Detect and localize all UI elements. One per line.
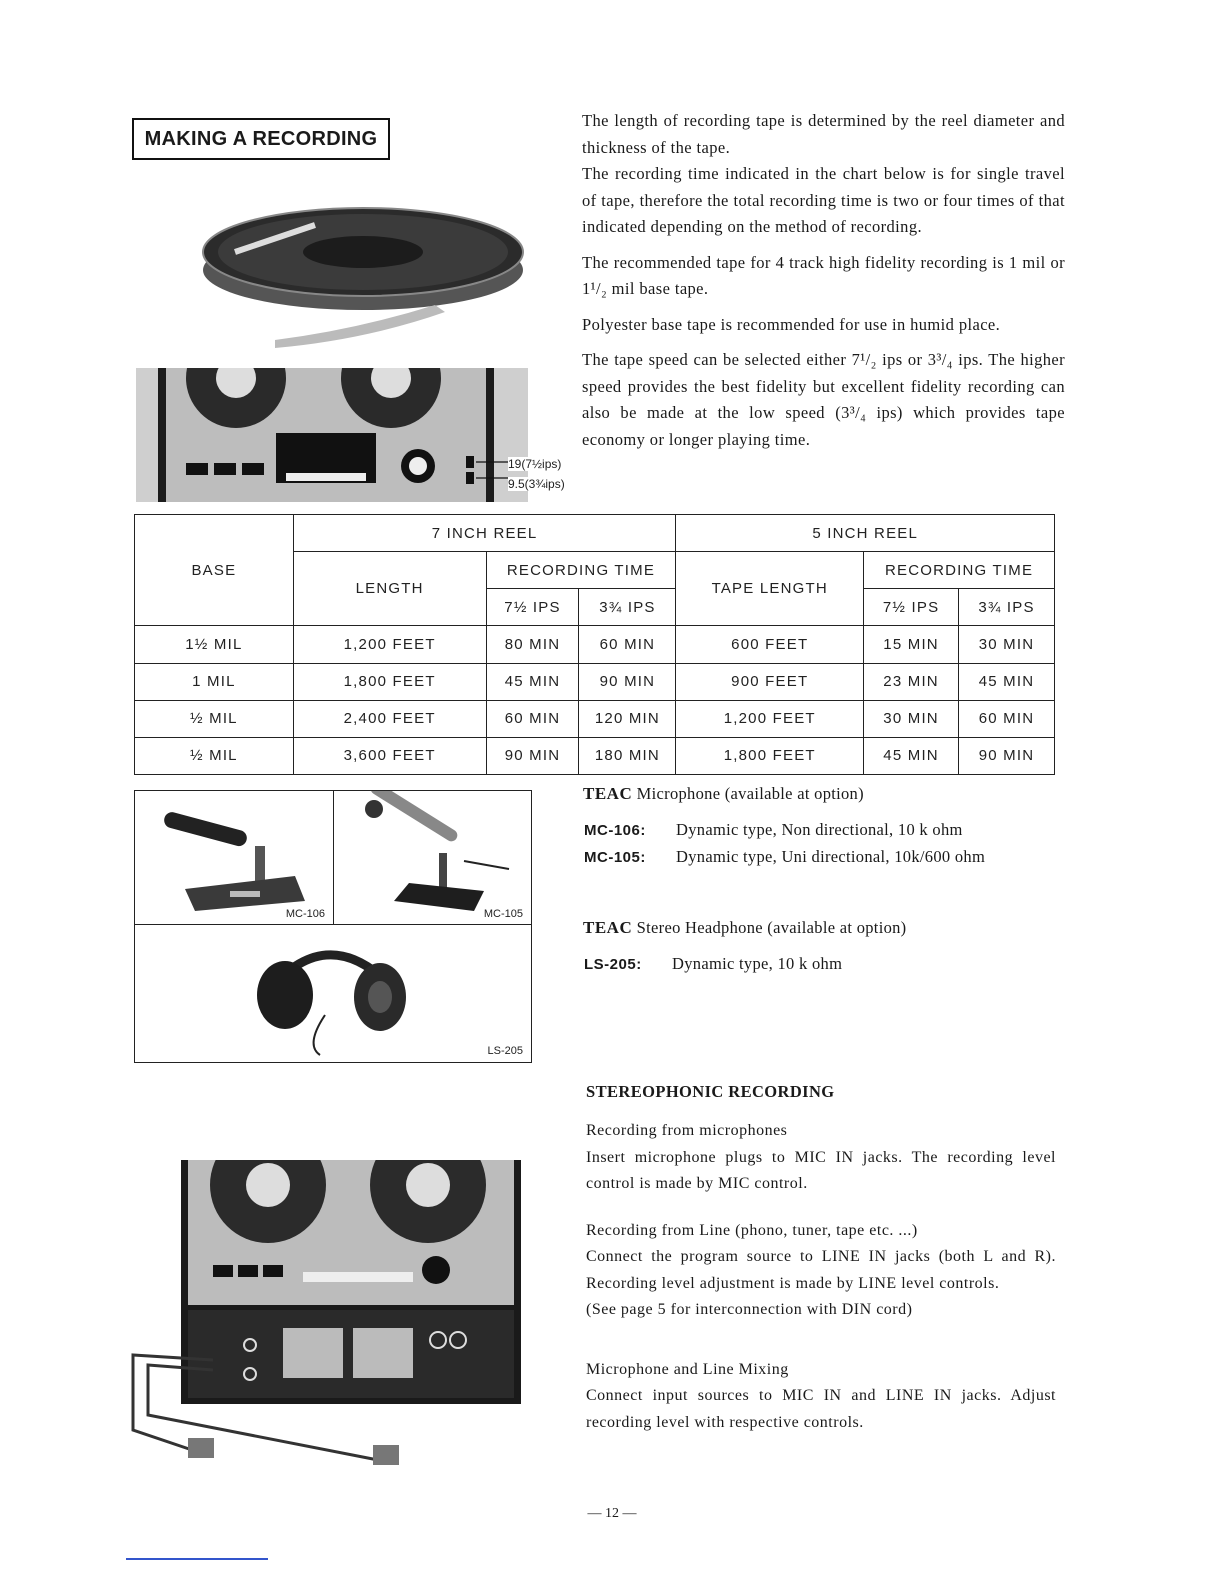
mc105-spec [584,847,985,867]
cell-time-7-fast: 80 MIN [486,626,579,663]
stereo-section [586,1082,1056,1436]
tape-reel-photo [195,180,535,365]
cell-time-7-slow: 90 MIN [579,663,676,700]
header-5-inch-reel: 5 INCH REEL [676,515,1055,552]
ls205-description: Dynamic type, 10 k ohm [672,954,843,973]
table-row [135,700,1055,737]
cell-length-5: 600 FEET [676,626,864,663]
mc105-photo-panel [334,791,531,925]
cell-length-7: 3,600 FEET [293,737,486,774]
deck-connection-photo [128,1160,528,1490]
mic-recording-title: Recording from microphones [586,1122,788,1139]
cell-time-7-slow: 120 MIN [579,700,676,737]
microphone-option-line [583,784,864,804]
cell-time-5-fast: 45 MIN [864,737,959,774]
line-recording-note: (See page 5 for interconnection with DIN cord) [586,1301,913,1318]
mc106-caption: MC-106 [285,908,325,920]
ls205-headphone-image [135,925,531,1061]
stereo-heading: STEREOPHONIC RECORDING [586,1082,835,1101]
line-recording-body: Connect the program source to LINE IN jacks (both L and R). Recording level adjustment is made by LINE level controls. [586,1248,1056,1292]
recording-time-table [134,514,1055,775]
teac-brand: TEAC [583,784,633,803]
cell-length-5: 1,200 FEET [676,700,864,737]
cell-time-5-slow: 30 MIN [959,626,1055,663]
headphone-option-text: Stereo Headphone (available at option) [636,918,907,937]
header-ips-3-75: 3¾ IPS [579,589,676,626]
ls205-model: LS-205: [584,956,642,973]
intro-para-3: The recommended tape for 4 track high fidelity recording is 1 mil or 1¹/₂ mil base tape. [582,252,1065,298]
header-length: LENGTH [293,552,486,626]
page-number: — 12 — [587,1506,637,1521]
intro-para-1: The length of recording tape is determined by the reel diameter and thickness of the tape. [582,111,1065,157]
header-ips-7-5: 7½ IPS [486,589,579,626]
mc105-microphone-image [334,791,531,923]
cell-time-7-slow: 180 MIN [579,737,676,774]
mc105-model: MC-105: [584,849,646,866]
intro-text [582,108,1065,453]
header-recording-time-7: RECORDING TIME [486,552,676,589]
cell-time-5-slow: 60 MIN [959,700,1055,737]
cell-time-5-fast: 30 MIN [864,700,959,737]
mixing-body: Connect input sources to MIC IN and LINE IN jacks. Adjust recording level with respective controls. [586,1387,1056,1431]
cell-length-5: 1,800 FEET [676,737,864,774]
mc105-description: Dynamic type, Uni directional, 10k/600 ohm [676,847,986,866]
teac-brand: TEAC [583,918,633,937]
accessories-photo-grid [134,790,532,1063]
cell-length-7: 1,800 FEET [293,663,486,700]
cell-base: 1½ MIL [135,626,294,663]
table-row [135,626,1055,663]
cell-time-7-fast: 60 MIN [486,700,579,737]
cell-time-5-slow: 45 MIN [959,663,1055,700]
cell-time-7-fast: 45 MIN [486,663,579,700]
microphone-option-text: Microphone (available at option) [636,784,864,803]
line-recording-title: Recording from Line (phono, tuner, tape etc. ...) [586,1221,918,1239]
headphone-option-line [583,918,906,938]
mc106-spec [584,820,963,840]
mc105-caption: MC-105 [483,908,523,920]
cell-base: ½ MIL [135,737,294,774]
header-recording-time-5: RECORDING TIME [864,552,1055,589]
cell-time-7-fast: 90 MIN [486,737,579,774]
ls205-photo-panel [135,925,531,1061]
table-row [135,737,1055,774]
tape-deck-photo [136,368,528,502]
cell-time-7-slow: 60 MIN [579,626,676,663]
cell-time-5-fast: 23 MIN [864,663,959,700]
intro-para-2: The recording time indicated in the chart below is for single travel of tape, therefore the total recording time is two or four times of that indicated depending on the method of recording. [582,164,1065,236]
mc106-microphone-image [135,791,332,923]
mc106-photo-panel [135,791,334,925]
mc106-model: MC-106: [584,822,646,839]
speed-label-high: 19(7½ips) [508,457,562,471]
header-ips-3-75: 3¾ IPS [959,589,1055,626]
cell-time-5-slow: 90 MIN [959,737,1055,774]
speed-label-low: 9.5(3¾ips) [508,477,565,491]
header-ips-7-5: 7½ IPS [864,589,959,626]
cell-time-5-fast: 15 MIN [864,626,959,663]
mixing-title: Microphone and Line Mixing [586,1360,789,1378]
table-row [135,663,1055,700]
header-tape-length: TAPE LENGTH [676,552,864,626]
header-7-inch-reel: 7 INCH REEL [293,515,676,552]
cell-base: 1 MIL [135,663,294,700]
mc106-description: Dynamic type, Non directional, 10 k ohm [676,820,963,839]
header-base: BASE [135,515,294,626]
cell-length-7: 2,400 FEET [293,700,486,737]
intro-para-4: Polyester base tape is recommended for use in humid place. [582,314,1001,334]
ls205-spec [584,954,842,974]
intro-para-5: The tape speed can be selected either 7¹/₂ ips or 3³/₄ ips. The higher speed provides the best fidelity but excellent fidelity recording can also be made at the low speed (3³/₄ ips) which provides tape economy or longer playing time. [582,350,1065,449]
ls205-caption: LS-205 [487,1045,523,1057]
bottom-rule [126,1558,268,1560]
section-title: MAKING A RECORDING [132,118,390,160]
cell-base: ½ MIL [135,700,294,737]
cell-length-7: 1,200 FEET [293,626,486,663]
mic-recording-body: Insert microphone plugs to MIC IN jacks. The recording level control is made by MIC control. [586,1148,1056,1192]
cell-length-5: 900 FEET [676,663,864,700]
